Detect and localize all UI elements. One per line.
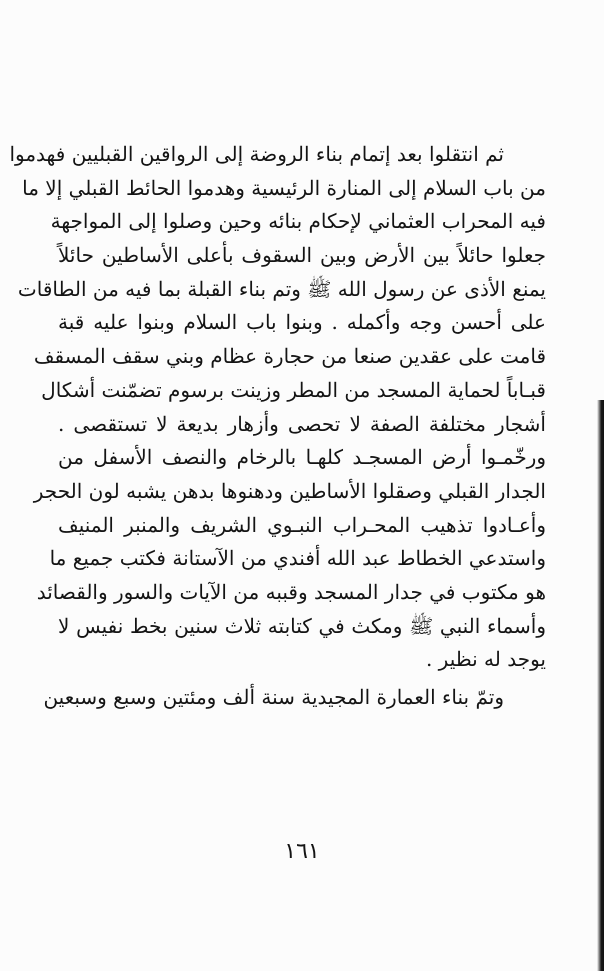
page-number: ١٦١ (284, 839, 320, 864)
text-line: قبـاباً لحماية المسجد من المطر وزينت برسوم تضمّنت أشكال (41, 377, 546, 402)
text-line: ورخّمـوا أرض المسجـد كلهـا بالرخام والنصف الأسفل من (58, 445, 546, 470)
text-line: أشجار مختلفة الصفة لا تحصى وأزهار بديعة لا تستقصى . (58, 411, 546, 436)
text-line: وأسماء النبي ﷺ ومكث في كتابته ثلاث سنين بخط نفيس لا (58, 613, 546, 638)
text-line: فيه المحراب العثماني لإحكام بنائه وحين وصلوا إلى المواجهة (50, 209, 546, 234)
text-line: من باب السلام إلى المنارة الرئيسية وهدموا الحائط القبلي إلا ما (22, 175, 546, 200)
text-line: وتمّ بناء العمارة المجيدية سنة ألف ومئتين وسبع وسبعين (43, 685, 504, 709)
text-line: يوجد له نظير . (425, 647, 546, 672)
scan-edge-shadow (597, 400, 604, 971)
text-line: ثم انتقلوا بعد إتمام بناء الروضة إلى الرواقين القبليين فهدموا (9, 142, 504, 166)
text-line: جعلوا حائلاً بين الأرض وبين السقوف بأعلى الأساطين حائلاً (58, 243, 546, 268)
text-line: على أحسن وجه وأكمله . وبنوا باب السلام وبنوا عليه قبة (58, 310, 546, 335)
text-line: الجدار القبلي وصقلوا الأساطين ودهنوها بدهن يشبه لون الحجر (33, 478, 546, 503)
page-body (9, 138, 546, 715)
text-line: قامت على عقدين صنعا من حجارة عظام وبني سقف المسقف (33, 344, 546, 369)
text-line: هو مكتوب في جدار المسجد وقببه من الآيات والسور والقصائد (36, 579, 546, 604)
text-line: وأعـادوا تذهيب المحـراب النبـوي الشريف والمنبر المنيف (58, 512, 546, 537)
text-line: واستدعي الخطاط عبد الله أفندي من الآستانة فكتب جميع ما (49, 546, 546, 571)
text-line: يمنع الأذى عن رسول الله ﷺ وتم بناء القبلة بما فيه من الطاقات (17, 276, 546, 301)
